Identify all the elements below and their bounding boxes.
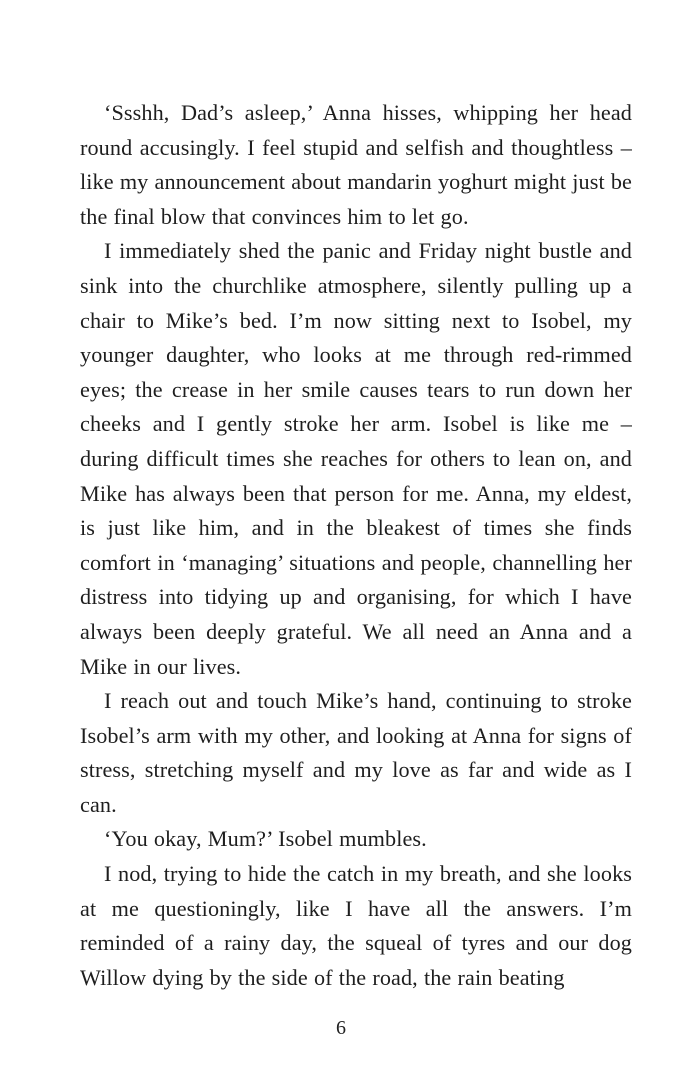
paragraph-5: I nod, trying to hide the catch in my breath, and she looks at me questioningly, like I have all the answers. I’m reminded of a rainy day, the squeal of tyres and our dog Willow dying by the side of the road, the rain beating bbox=[80, 861, 632, 990]
page-text-block bbox=[80, 96, 632, 995]
paragraph-4: ‘You okay, Mum?’ Isobel mumbles. bbox=[104, 826, 427, 852]
paragraph-3: I reach out and touch Mike’s hand, continuing to stroke Isobel’s arm with my other, and looking at Anna for signs of stress, stretching myself and my love as far and wide as I can. bbox=[80, 688, 632, 817]
paragraph-2: I immediately shed the panic and Friday night bustle and sink into the churchlike atmosphere, silently pulling up a chair to Mike’s bed. I’m now sitting next to Isobel, my younger daughter, who looks at me through red-rimmed eyes; the crease in her smile causes tears to run down her cheeks and I gently stroke her arm. Isobel is like me – during difficult times she reaches for others to lean on, and Mike has always been that person for me. Anna, my eldest, is just like him, and in the bleakest of times she finds comfort in ‘managing’ situations and people, channelling her distress into tidying up and organising, for which I have always been deeply grateful. We all need an Anna and a Mike in our lives. bbox=[80, 238, 632, 679]
paragraph-1: ‘Ssshh, Dad’s asleep,’ Anna hisses, whipping her head round accusingly. I feel stupid and selfish and thoughtless – like my announcement about mandarin yoghurt might just be the final blow that convinces him to let go. bbox=[80, 100, 632, 229]
page-number: 6 bbox=[336, 1017, 346, 1039]
